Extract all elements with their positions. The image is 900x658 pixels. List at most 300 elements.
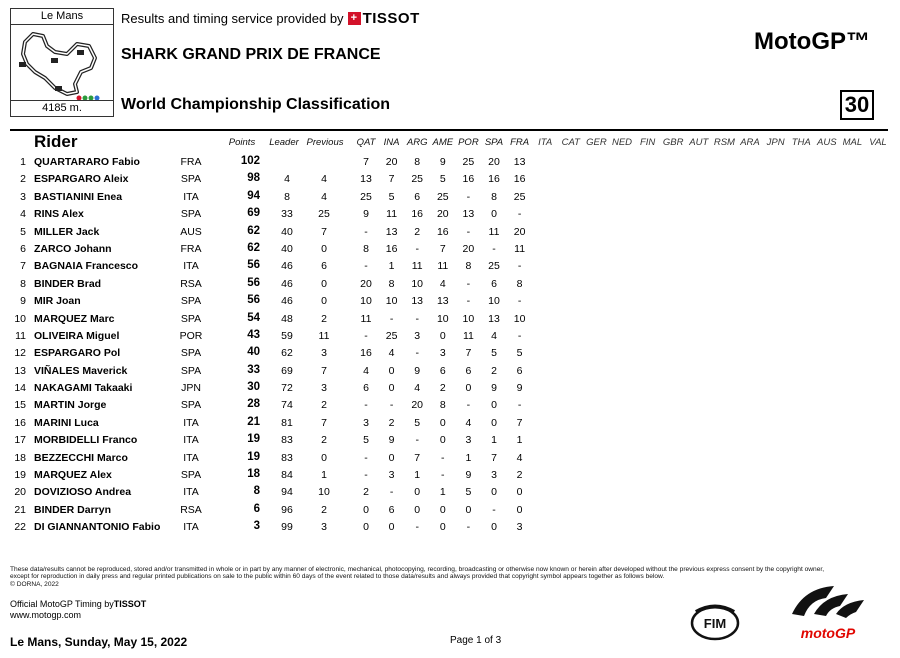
position-cell: 3 xyxy=(20,190,26,203)
race-points-cell: 11 xyxy=(462,329,474,342)
race-points-cell: 3 xyxy=(439,347,446,360)
race-points-cell: 8 xyxy=(516,277,523,290)
race-points-cell: 11 xyxy=(437,260,449,273)
tissot-cross-icon: + xyxy=(348,12,361,25)
position-cell: 7 xyxy=(20,260,26,273)
position-cell: 12 xyxy=(14,347,26,360)
race-points-cell: 7 xyxy=(363,156,369,168)
points-cell: 19 xyxy=(247,433,260,446)
race-points-cell: 2 xyxy=(439,382,446,395)
leader-gap-cell: 40 xyxy=(281,225,293,238)
table-row xyxy=(10,292,888,309)
nation-cell: FRA xyxy=(180,156,202,168)
race-column-header: ARA xyxy=(740,137,760,148)
classification-title: World Championship Classification xyxy=(121,96,391,113)
race-points-cell: 6 xyxy=(491,277,497,290)
nation-cell: FRA xyxy=(180,242,202,255)
circuit-name: Le Mans xyxy=(11,9,113,25)
table-body xyxy=(10,153,888,536)
nation-cell: ITA xyxy=(183,416,199,429)
race-points-cell: 9 xyxy=(414,364,421,377)
race-points-cell: 5 xyxy=(414,416,421,429)
table-row xyxy=(10,240,888,257)
leader-gap-cell: 4 xyxy=(284,173,290,186)
race-points-cell: 20 xyxy=(436,208,449,221)
race-points-cell: - xyxy=(517,295,522,308)
race-points-cell: 4 xyxy=(516,451,523,464)
race-points-cell: - xyxy=(415,347,419,360)
race-points-cell: 13 xyxy=(513,156,526,168)
nation-cell: ITA xyxy=(183,486,199,499)
race-points-cell: 11 xyxy=(386,208,398,221)
race-points-cell: 7 xyxy=(491,451,497,464)
race-points-cell: 0 xyxy=(414,503,421,516)
race-points-cell: 6 xyxy=(388,503,395,516)
race-points-cell: 20 xyxy=(411,399,424,412)
copyright-disclaimer xyxy=(10,566,840,588)
nation-cell: ITA xyxy=(183,260,199,273)
position-cell: 11 xyxy=(15,329,26,342)
race-points-cell: 11 xyxy=(488,225,500,238)
race-points-cell: 0 xyxy=(388,382,395,395)
race-points-cell: 13 xyxy=(462,208,475,221)
race-points-cell: - xyxy=(466,295,471,308)
rider-name-cell: BINDER Brad xyxy=(34,277,102,290)
position-cell: 21 xyxy=(14,503,26,516)
race-points-cell: 13 xyxy=(411,295,424,308)
rider-name-cell: MARINI Luca xyxy=(34,416,99,429)
leader-gap-cell: 81 xyxy=(281,416,293,429)
points-cell: 102 xyxy=(240,155,260,167)
nation-cell: RSA xyxy=(180,503,202,516)
website-link[interactable]: www.motogp.com xyxy=(10,610,82,620)
points-cell: 94 xyxy=(247,189,260,202)
nation-cell: SPA xyxy=(180,347,202,360)
position-cell: 13 xyxy=(14,364,26,377)
race-points-cell: 16 xyxy=(360,347,372,360)
leader-gap-cell: 48 xyxy=(281,312,293,325)
tissot-logo-text: TISSOT xyxy=(362,10,420,27)
race-points-cell: 16 xyxy=(385,242,398,255)
previous-column-header: Previous xyxy=(306,137,344,148)
position-cell: 1 xyxy=(20,156,26,168)
race-points-cell: - xyxy=(517,329,522,342)
previous-gap-cell: 3 xyxy=(321,347,327,360)
race-points-cell: 0 xyxy=(439,329,446,342)
race-points-cell: - xyxy=(441,469,445,482)
race-points-cell: - xyxy=(389,312,394,325)
race-column-header: NED xyxy=(611,137,633,148)
race-points-cell: 6 xyxy=(465,364,472,377)
race-points-cell: 0 xyxy=(388,451,395,464)
race-column-header: FRA xyxy=(510,137,530,148)
rider-name-cell: RINS Alex xyxy=(34,208,84,221)
points-cell: 28 xyxy=(247,398,260,411)
position-cell: 8 xyxy=(20,277,26,290)
table-row xyxy=(10,449,888,466)
race-points-cell: 2 xyxy=(388,416,395,429)
race-points-cell: 0 xyxy=(491,208,497,221)
race-points-cell: 4 xyxy=(439,277,446,290)
previous-gap-cell: 10 xyxy=(318,486,330,499)
race-points-cell: 6 xyxy=(439,364,446,377)
rider-name-cell: QUARTARARO Fabio xyxy=(34,156,140,168)
official-timing-line xyxy=(10,599,146,609)
race-points-cell: 10 xyxy=(513,312,526,325)
race-column-header: VAL xyxy=(869,137,887,148)
previous-gap-cell: 4 xyxy=(321,190,327,203)
race-column-header: AUS xyxy=(817,137,837,148)
motogp-logo xyxy=(770,584,870,646)
previous-gap-cell: 1 xyxy=(321,469,327,482)
race-column-header: RSM xyxy=(713,137,735,148)
race-points-cell: 9 xyxy=(363,208,369,221)
race-points-cell: - xyxy=(415,312,419,325)
previous-gap-cell: 3 xyxy=(321,521,327,534)
race-points-cell: - xyxy=(517,399,522,412)
race-points-cell: 11 xyxy=(411,260,423,273)
race-points-cell: 3 xyxy=(388,469,395,482)
points-cell: 62 xyxy=(247,224,260,237)
disclaimer-text: These data/results cannot be reproduced, stored and/or transmitted in whole or in part by any manner of electronic, mechanical, photocopying, recording, broadcasting or otherwise now known or herein after developed without the previous express consent by the copyright owner, except for reproduction in daily press and regular printed publications on sale to the public within 60 days of the event related to those data/results and always provided that copyright symbol appears together as follows below. xyxy=(10,566,825,581)
table-row xyxy=(10,414,888,431)
race-points-cell: 9 xyxy=(439,156,446,168)
position-cell: 20 xyxy=(14,486,26,499)
race-points-cell: 6 xyxy=(414,190,421,203)
race-points-cell: 4 xyxy=(363,364,369,377)
points-cell: 19 xyxy=(247,450,260,463)
race-points-cell: 1 xyxy=(491,434,497,447)
race-points-cell: 2 xyxy=(491,364,497,377)
rider-column-header: Rider xyxy=(34,132,78,151)
race-points-cell: 20 xyxy=(385,156,398,168)
points-cell: 56 xyxy=(247,276,260,289)
race-points-cell: 9 xyxy=(516,382,523,395)
position-cell: 19 xyxy=(14,469,26,482)
rider-name-cell: DOVIZIOSO Andrea xyxy=(34,486,132,499)
event-title: SHARK GRAND PRIX DE FRANCE xyxy=(121,46,381,63)
race-points-cell: 25 xyxy=(360,190,372,203)
official-timing-brand: TISSOT xyxy=(113,599,147,609)
race-points-cell: 10 xyxy=(411,277,424,290)
race-points-cell: 5 xyxy=(363,434,369,447)
race-points-cell: 13 xyxy=(360,173,372,186)
points-cell: 56 xyxy=(247,259,260,272)
race-points-cell: 7 xyxy=(465,347,472,360)
table-row xyxy=(10,344,888,361)
rider-name-cell: BASTIANINI Enea xyxy=(34,190,123,203)
previous-gap-cell: 0 xyxy=(321,451,327,464)
race-points-cell: 10 xyxy=(462,312,475,325)
race-points-cell: 16 xyxy=(436,225,449,238)
rider-name-cell: MARTIN Jorge xyxy=(34,399,107,412)
points-cell: 62 xyxy=(247,241,260,254)
leader-gap-cell: 46 xyxy=(281,260,293,273)
table-row xyxy=(10,483,888,500)
previous-gap-cell: 2 xyxy=(321,399,327,412)
circuit-info-box xyxy=(10,8,114,117)
points-cell: 54 xyxy=(247,311,260,324)
table-row xyxy=(10,466,888,483)
race-points-cell: 8 xyxy=(465,260,472,273)
race-points-cell: 25 xyxy=(436,190,449,203)
race-points-cell: 0 xyxy=(491,416,497,429)
race-points-cell: - xyxy=(364,260,368,273)
race-points-cell: - xyxy=(517,260,522,273)
race-points-cell: 1 xyxy=(439,486,446,499)
race-column-header: QAT xyxy=(356,137,376,148)
race-points-cell: 16 xyxy=(488,173,500,186)
leader-gap-cell: 72 xyxy=(281,382,293,395)
nation-cell: RSA xyxy=(180,277,202,290)
race-points-cell: 10 xyxy=(360,295,372,308)
race-column-header: CAT xyxy=(561,137,580,148)
previous-gap-cell: 11 xyxy=(318,329,330,342)
table-row xyxy=(10,431,888,448)
race-column-header: FIN xyxy=(639,137,656,148)
page-number-badge: 30 xyxy=(840,90,874,120)
position-cell: 5 xyxy=(20,225,26,238)
race-points-cell: - xyxy=(441,451,445,464)
rider-name-cell: ZARCO Johann xyxy=(34,242,112,255)
race-points-cell: 10 xyxy=(436,312,449,325)
table-row xyxy=(10,170,888,187)
page-indicator: Page 1 of 3 xyxy=(450,635,502,646)
race-points-cell: 13 xyxy=(488,312,500,325)
previous-gap-cell: 3 xyxy=(321,382,327,395)
race-points-cell: 0 xyxy=(439,521,446,534)
race-column-header: GBR xyxy=(662,137,684,148)
race-points-cell: 0 xyxy=(439,434,446,447)
points-cell: 6 xyxy=(253,502,260,515)
race-points-cell: 0 xyxy=(439,416,446,429)
race-column-header: AUT xyxy=(689,137,709,148)
leader-gap-cell: 96 xyxy=(281,503,293,516)
circuit-length: 4185 m. xyxy=(11,100,113,116)
table-row xyxy=(10,379,888,396)
race-points-cell: 3 xyxy=(491,469,497,482)
nation-cell: JPN xyxy=(181,382,201,395)
nation-cell: SPA xyxy=(180,312,202,325)
leader-gap-cell: 62 xyxy=(281,347,293,360)
provided-text: Results and timing service provided by xyxy=(121,11,344,26)
leader-gap-cell: 74 xyxy=(281,399,293,412)
nation-cell: ITA xyxy=(183,434,199,447)
previous-gap-cell: 0 xyxy=(321,242,327,255)
race-points-cell: - xyxy=(364,329,368,342)
race-points-cell: 0 xyxy=(388,521,395,534)
race-points-cell: 1 xyxy=(414,469,421,482)
race-points-cell: 6 xyxy=(363,382,369,395)
nation-cell: ITA xyxy=(183,190,199,203)
leader-gap-cell: 8 xyxy=(284,190,290,203)
race-points-cell: 7 xyxy=(414,451,421,464)
points-cell: 69 xyxy=(247,207,260,220)
event-date-line: Le Mans, Sunday, May 15, 2022 xyxy=(10,635,188,649)
race-points-cell: 8 xyxy=(388,277,395,290)
position-cell: 4 xyxy=(20,208,26,221)
circuit-map-image xyxy=(15,28,111,102)
nation-cell: POR xyxy=(179,329,203,342)
previous-gap-cell: 2 xyxy=(321,503,327,516)
points-cell: 3 xyxy=(253,520,260,533)
race-column-header: AME xyxy=(432,137,454,148)
points-cell: 98 xyxy=(247,172,260,185)
race-points-cell: 7 xyxy=(439,242,446,255)
race-points-cell: 25 xyxy=(411,173,424,186)
points-cell: 33 xyxy=(247,363,260,376)
points-cell: 43 xyxy=(247,328,260,341)
race-points-cell: 3 xyxy=(363,416,369,429)
race-points-cell: 6 xyxy=(516,364,523,377)
table-row xyxy=(10,153,888,170)
nation-cell: SPA xyxy=(180,399,202,412)
rider-name-cell: DI GIANNANTONIO Fabio xyxy=(34,521,161,534)
previous-gap-cell: 6 xyxy=(321,260,327,273)
rider-name-cell: MARQUEZ Alex xyxy=(34,469,112,482)
brand-title: MotoGP™ xyxy=(754,28,870,55)
race-column-header: SPA xyxy=(484,137,504,148)
nation-cell: ITA xyxy=(183,451,199,464)
race-points-cell: 2 xyxy=(363,486,369,499)
race-points-cell: - xyxy=(415,521,419,534)
race-points-cell: 0 xyxy=(414,486,421,499)
race-points-cell: - xyxy=(466,521,471,534)
race-points-cell: 11 xyxy=(360,312,372,325)
rider-name-cell: NAKAGAMI Takaaki xyxy=(34,382,133,395)
previous-gap-cell: 7 xyxy=(321,364,327,377)
table-row xyxy=(10,223,888,240)
leader-gap-cell: 69 xyxy=(281,364,293,377)
race-points-cell: 1 xyxy=(388,260,395,273)
leader-gap-cell: 84 xyxy=(281,469,293,482)
table-row xyxy=(10,362,888,379)
race-points-cell: 0 xyxy=(491,399,497,412)
previous-gap-cell: 2 xyxy=(321,312,327,325)
race-points-cell: 3 xyxy=(465,434,472,447)
position-cell: 14 xyxy=(14,382,26,395)
race-points-cell: 0 xyxy=(491,486,497,499)
race-points-cell: - xyxy=(364,469,368,482)
race-points-cell: 2 xyxy=(516,469,523,482)
motogp-logo-text: motoGP xyxy=(800,625,856,641)
race-points-cell: 3 xyxy=(516,521,523,534)
race-points-cell: 0 xyxy=(363,503,369,516)
leader-gap-cell: 83 xyxy=(281,434,293,447)
table-row xyxy=(10,205,888,222)
race-points-cell: - xyxy=(415,242,419,255)
leader-column-header: Leader xyxy=(269,137,299,148)
rider-name-cell: OLIVEIRA Miguel xyxy=(34,329,120,342)
table-row xyxy=(10,327,888,344)
race-points-cell: - xyxy=(466,225,471,238)
leader-gap-cell: 33 xyxy=(281,208,293,221)
race-points-cell: 25 xyxy=(488,260,500,273)
race-points-cell: - xyxy=(364,451,368,464)
race-points-cell: 16 xyxy=(411,208,424,221)
race-points-cell: 5 xyxy=(491,347,497,360)
race-column-header: JPN xyxy=(766,137,785,148)
race-points-cell: - xyxy=(466,277,471,290)
rider-name-cell: BEZZECCHI Marco xyxy=(34,451,128,464)
race-points-cell: 16 xyxy=(462,173,475,186)
race-column-header: MAL xyxy=(842,137,863,148)
classification-table xyxy=(10,131,888,536)
previous-gap-cell: 2 xyxy=(321,434,327,447)
position-cell: 6 xyxy=(20,242,26,255)
leader-gap-cell: 40 xyxy=(281,242,293,255)
rider-name-cell: ESPARGARO Pol xyxy=(34,347,121,360)
race-points-cell: 4 xyxy=(388,347,395,360)
race-points-cell: 9 xyxy=(465,469,472,482)
rider-name-cell: ESPARGARO Aleix xyxy=(34,173,129,186)
race-column-header: THA xyxy=(791,137,811,148)
timing-provider-line xyxy=(121,10,420,27)
previous-gap-cell: 7 xyxy=(321,225,327,238)
points-cell: 56 xyxy=(247,294,260,307)
nation-cell: SPA xyxy=(180,295,202,308)
points-cell: 21 xyxy=(247,415,260,428)
race-points-cell: - xyxy=(364,225,368,238)
leader-gap-cell: 99 xyxy=(281,521,293,534)
rider-name-cell: VIÑALES Maverick xyxy=(34,364,128,377)
leader-gap-cell: 46 xyxy=(281,277,293,290)
position-cell: 18 xyxy=(14,451,26,464)
table-row xyxy=(10,275,888,292)
race-points-cell: 9 xyxy=(388,434,395,447)
table-row xyxy=(10,257,888,274)
race-points-cell: 10 xyxy=(488,295,500,308)
race-points-cell: 20 xyxy=(488,156,500,168)
race-points-cell: - xyxy=(415,434,419,447)
table-row xyxy=(10,396,888,413)
race-points-cell: 8 xyxy=(491,190,497,203)
race-points-cell: 20 xyxy=(360,277,372,290)
race-points-cell: 25 xyxy=(385,329,398,342)
previous-gap-cell: 0 xyxy=(321,277,327,290)
nation-cell: SPA xyxy=(180,364,202,377)
fim-logo-text: FIM xyxy=(703,616,727,631)
race-points-cell: - xyxy=(517,208,522,221)
race-points-cell: 20 xyxy=(513,225,526,238)
nation-cell: SPA xyxy=(180,469,202,482)
previous-gap-cell: 0 xyxy=(321,295,327,308)
leader-gap-cell: 59 xyxy=(281,329,293,342)
race-points-cell: 4 xyxy=(465,416,472,429)
official-timing-text: Official MotoGP Timing by xyxy=(10,599,114,609)
previous-gap-cell: 25 xyxy=(318,208,330,221)
race-points-cell: 0 xyxy=(439,503,446,516)
race-points-cell: 16 xyxy=(513,173,526,186)
race-points-cell: 0 xyxy=(516,486,523,499)
position-cell: 17 xyxy=(14,434,26,447)
race-points-cell: 13 xyxy=(436,295,449,308)
race-column-header: POR xyxy=(458,137,479,148)
race-points-cell: - xyxy=(466,190,471,203)
race-points-cell: 10 xyxy=(385,295,398,308)
position-cell: 9 xyxy=(20,295,26,308)
race-points-cell: 1 xyxy=(465,451,472,464)
race-points-cell: - xyxy=(389,486,394,499)
position-cell: 16 xyxy=(14,416,26,429)
race-points-cell: 20 xyxy=(462,242,475,255)
points-cell: 40 xyxy=(247,346,260,359)
race-points-cell: 25 xyxy=(513,190,526,203)
points-cell: 30 xyxy=(247,381,260,394)
race-points-cell: 0 xyxy=(465,503,472,516)
nation-cell: AUS xyxy=(180,225,202,238)
race-points-cell: 7 xyxy=(516,416,523,429)
